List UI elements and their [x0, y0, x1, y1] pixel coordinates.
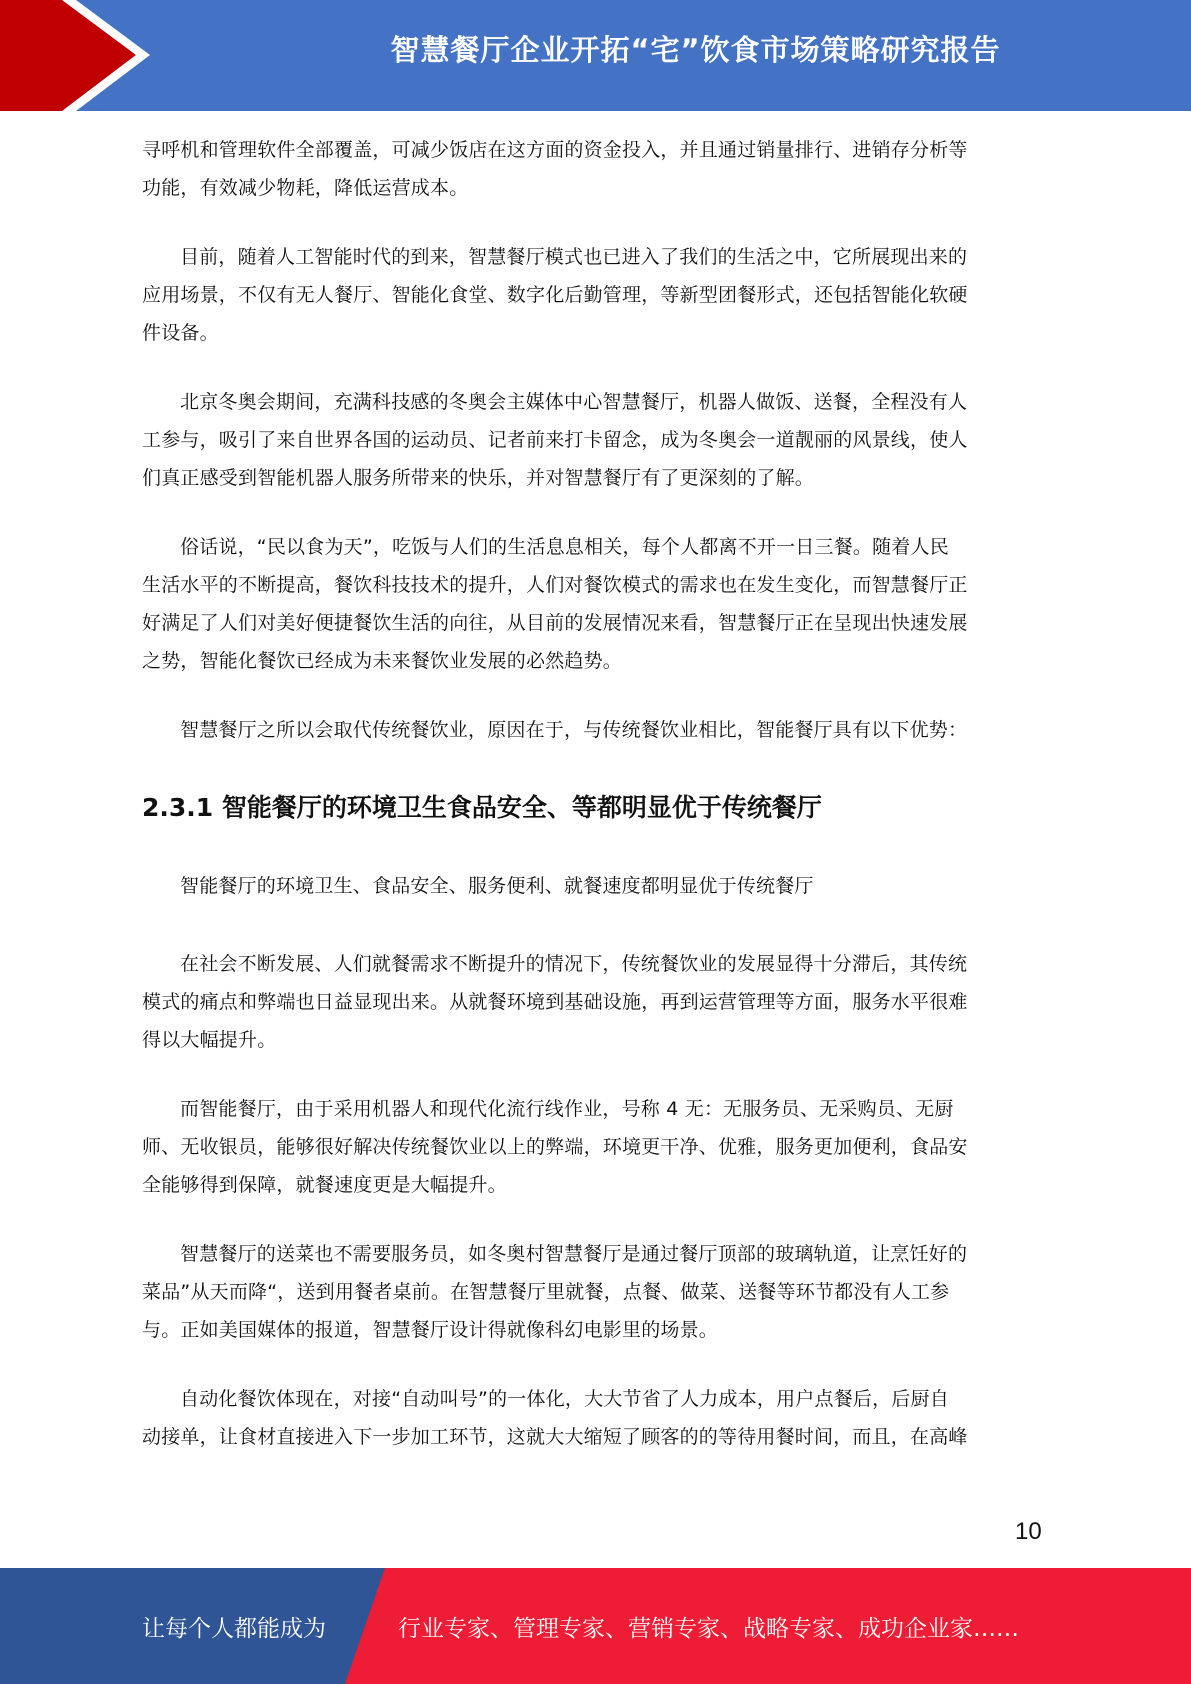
page-footer: [0, 1568, 1191, 1684]
paragraph-line: 目前，随着人工智能时代的到来，智慧餐厅模式也已进入了我们的生活之中，它所展现出来的: [180, 246, 968, 268]
page-number: 10: [1015, 1518, 1042, 1545]
paragraph-line: 动接单，让食材直接进入下一步加工环节，这就大大缩短了顾客的的等待用餐时间，而且，在高峰: [142, 1426, 968, 1448]
paragraph-line: 俗话说，“民以食为天”，吃饭与人们的生活息息相关，每个人都离不开一日三餐。随着人民: [180, 536, 949, 558]
paragraph-line: 自动化餐饮体现在，对接“自动叫号”的一体化，大大节省了人力成本，用户点餐后，后厨自: [180, 1388, 949, 1410]
paragraph: [142, 711, 1047, 749]
paragraph-line: 们真正感受到智能机器人服务所带来的快乐，并对智慧餐厅有了更深刻的了解。: [142, 467, 815, 489]
paragraph-line: 件设备。: [142, 322, 219, 344]
paragraph-line: 智能餐厅的环境卫生、食品安全、服务便利、就餐速度都明显优于传统餐厅: [180, 875, 814, 897]
document-body: [142, 131, 1047, 1487]
paragraph: [142, 131, 1047, 207]
paragraph: [142, 528, 1047, 680]
paragraph-line: 智慧餐厅的送菜也不需要服务员，如冬奥村智慧餐厅是通过餐厅顶部的玻璃轨道，让烹饪好的: [180, 1243, 968, 1265]
paragraph-line: 模式的痛点和弊端也日益显现出来。从就餐环境到基础设施，再到运营管理等方面，服务水平很难: [142, 991, 968, 1013]
paragraph-line: 工参与，吸引了来自世界各国的运动员、记者前来打卡留念，成为冬奥会一道靓丽的风景线，使人: [142, 429, 968, 451]
paragraph: [142, 383, 1047, 497]
paragraph: [142, 1235, 1047, 1349]
paragraph-line: 师、无收银员，能够很好解决传统餐饮业以上的弊端，环境更干净、优雅，服务更加便利，食品安: [142, 1136, 968, 1158]
paragraph-line: 菜品”从天而降“，送到用餐者桌前。在智慧餐厅里就餐，点餐、做菜、送餐等环节都没有人工参: [142, 1281, 950, 1303]
paragraph-line: 在社会不断发展、人们就餐需求不断提升的情况下，传统餐饮业的发展显得十分滞后，其传统: [180, 953, 968, 975]
paragraph-line: 寻呼机和管理软件全部覆盖，可减少饭店在这方面的资金投入，并且通过销量排行、进销存分析等: [142, 139, 968, 161]
chevron-decoration: [0, 0, 200, 111]
paragraph-line: 应用场景，不仅有无人餐厅、智能化食堂、数字化后勤管理，等新型团餐形式，还包括智能化软硬: [142, 284, 968, 306]
report-title: 智慧餐厅企业开拓“宅”饮食市场策略研究报告: [390, 33, 1001, 67]
paragraph-line: 生活水平的不断提高，餐饮科技技术的提升，人们对餐饮模式的需求也在发生变化，而智慧餐厅正: [142, 574, 968, 596]
paragraph-line: 功能，有效减少物耗，降低运营成本。: [142, 177, 469, 199]
paragraph: [142, 867, 1047, 905]
footer-slogan-left: 让每个人都能成为: [142, 1616, 326, 1642]
footer-slogan-right: 行业专家、管理专家、营销专家、战略专家、成功企业家……: [398, 1616, 1019, 1642]
paragraph-line: 好满足了人们对美好便捷餐饮生活的向往，从目前的发展情况来看，智慧餐厅正在呈现出快速发展: [142, 612, 968, 634]
paragraph-line: 与。正如美国媒体的报道，智慧餐厅设计得就像科幻电影里的场景。: [142, 1319, 719, 1341]
paragraph: [142, 945, 1047, 1059]
paragraph-line: 之势，智能化餐饮已经成为未来餐饮业发展的必然趋势。: [142, 650, 623, 672]
paragraph-line: 得以大幅提升。: [142, 1029, 277, 1051]
paragraph: [142, 1090, 1047, 1204]
page-header: [0, 0, 1191, 111]
paragraph: [142, 1380, 1047, 1456]
paragraph-line: 智慧餐厅之所以会取代传统餐饮业，原因在于，与传统餐饮业相比，智能餐厅具有以下优势：: [180, 719, 968, 741]
section-heading: 2.3.1 智能餐厅的环境卫生食品安全、等都明显优于传统餐厅: [142, 793, 822, 822]
paragraph-line: 北京冬奥会期间，充满科技感的冬奥会主媒体中心智慧餐厅，机器人做饭、送餐，全程没有人: [180, 391, 968, 413]
paragraph-line: 而智能餐厅，由于采用机器人和现代化流行线作业，号称 4 无：无服务员、无采购员、无厨: [180, 1098, 954, 1120]
paragraph-line: 全能够得到保障，就餐速度更是大幅提升。: [142, 1174, 507, 1196]
paragraph: [142, 238, 1047, 352]
